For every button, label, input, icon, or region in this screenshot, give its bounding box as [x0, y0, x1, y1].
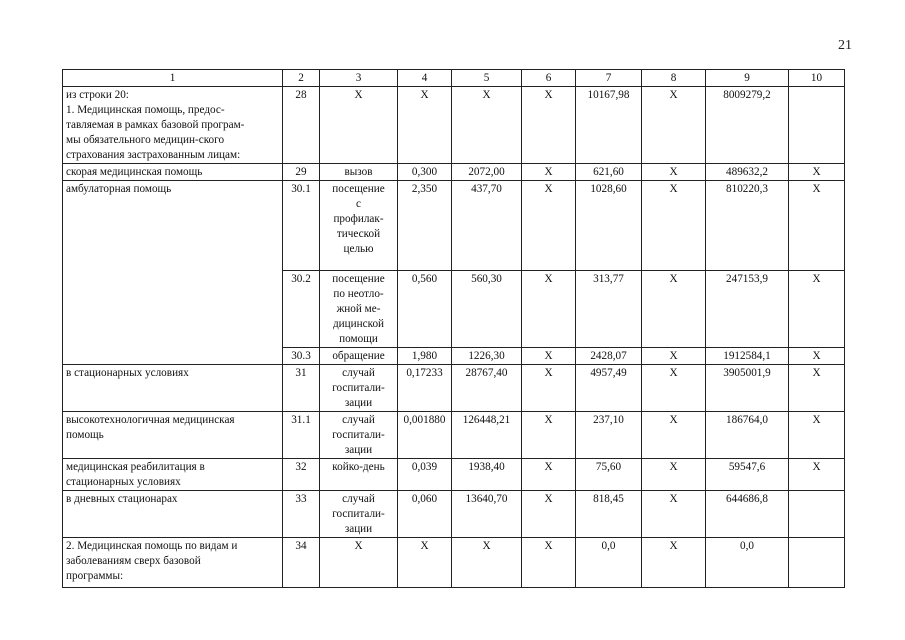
row-label-cell — [63, 538, 283, 588]
row-label-line: 1. Медицинская помощь, предос- — [66, 104, 225, 116]
unit-line: Х — [354, 540, 363, 552]
value-cell-5: 13640,70 — [452, 491, 522, 538]
value-cell-6: Х — [522, 348, 576, 365]
header-cell: 10 — [789, 70, 845, 87]
value-cell-10 — [789, 87, 845, 164]
value-cell-4: Х — [398, 87, 452, 164]
value-cell-5: 1938,40 — [452, 459, 522, 491]
value-cell-8: Х — [642, 491, 706, 538]
value-cell-9: 0,0 — [706, 538, 789, 588]
value-cell-4: 0,560 — [398, 271, 452, 348]
value-cell-6: Х — [522, 365, 576, 412]
unit-cell — [320, 459, 398, 491]
unit-line: по неотло- — [333, 288, 384, 300]
row-label-line: в стационарных условиях — [66, 367, 189, 379]
value-cell-10: Х — [789, 459, 845, 491]
header-cell: 4 — [398, 70, 452, 87]
value-cell-4: 0,300 — [398, 164, 452, 181]
row-label-cell — [63, 181, 283, 365]
value-cell-6: Х — [522, 271, 576, 348]
unit-line: дицинской — [332, 318, 385, 330]
unit-line: тической — [336, 228, 381, 240]
unit-line: госпитали- — [332, 429, 385, 441]
value-cell-10: Х — [789, 271, 845, 348]
value-cell-4: 1,980 — [398, 348, 452, 365]
value-cell-7: 0,0 — [576, 538, 642, 588]
header-cell: 3 — [320, 70, 398, 87]
value-cell-5: Х — [452, 87, 522, 164]
value-cell-5: 126448,21 — [452, 412, 522, 459]
row-label-line: стационарных условиях — [66, 476, 181, 488]
header-cell: 8 — [642, 70, 706, 87]
value-cell-9: 247153,9 — [706, 271, 789, 348]
row-label-line: 2. Медицинская помощь по видам и — [66, 540, 238, 552]
unit-line: госпитали- — [332, 508, 385, 520]
header-cell: 9 — [706, 70, 789, 87]
unit-line: зации — [344, 397, 373, 409]
table-row — [63, 459, 845, 491]
value-cell-9: 8009279,2 — [706, 87, 789, 164]
unit-line: Х — [354, 89, 363, 101]
value-cell-4: 0,060 — [398, 491, 452, 538]
value-cell-7: 621,60 — [576, 164, 642, 181]
row-label-cell — [63, 365, 283, 412]
unit-cell — [320, 491, 398, 538]
value-cell-7: 1028,60 — [576, 181, 642, 271]
row-label-cell — [63, 87, 283, 164]
unit-cell — [320, 271, 398, 348]
row-label-cell — [63, 459, 283, 491]
value-cell-6: Х — [522, 87, 576, 164]
unit-line: посещение — [332, 273, 385, 285]
unit-cell — [320, 412, 398, 459]
row-number-cell: 30.1 — [283, 181, 320, 271]
row-label-line: скорая медицинская помощь — [66, 166, 203, 178]
value-cell-10 — [789, 538, 845, 588]
header-row — [63, 70, 845, 87]
unit-line: случай — [342, 493, 375, 505]
unit-line: вызов — [344, 166, 373, 178]
unit-line: случай — [342, 367, 375, 379]
table-row — [63, 87, 845, 164]
unit-line: профилак- — [333, 213, 384, 225]
row-label-line: амбулаторная помощь — [66, 183, 172, 195]
value-cell-10: Х — [789, 164, 845, 181]
unit-cell — [320, 538, 398, 588]
table-row — [63, 181, 845, 271]
row-label-line: мы обязательного медицин-ского — [66, 134, 225, 146]
value-cell-8: Х — [642, 365, 706, 412]
table-row — [63, 412, 845, 459]
unit-line: помощи — [339, 333, 378, 345]
value-cell-6: Х — [522, 181, 576, 271]
unit-line: жной ме- — [336, 303, 381, 315]
row-number-cell: 29 — [283, 164, 320, 181]
value-cell-5: 28767,40 — [452, 365, 522, 412]
header-cell: 6 — [522, 70, 576, 87]
row-number-cell: 34 — [283, 538, 320, 588]
header-cell: 7 — [576, 70, 642, 87]
unit-line: койко-день — [332, 461, 385, 473]
table-row — [63, 365, 845, 412]
unit-line: случай — [342, 414, 375, 426]
row-label-line: высокотехнологичная медицинская — [66, 414, 235, 426]
value-cell-5: 2072,00 — [452, 164, 522, 181]
row-label-cell — [63, 164, 283, 181]
value-cell-9: 1912584,1 — [706, 348, 789, 365]
value-cell-4: 0,039 — [398, 459, 452, 491]
header-cell: 2 — [283, 70, 320, 87]
unit-cell — [320, 181, 398, 271]
value-cell-8: Х — [642, 538, 706, 588]
value-cell-7: 4957,49 — [576, 365, 642, 412]
value-cell-8: Х — [642, 348, 706, 365]
value-cell-6: Х — [522, 538, 576, 588]
unit-cell — [320, 365, 398, 412]
value-cell-8: Х — [642, 271, 706, 348]
row-number-cell: 30.3 — [283, 348, 320, 365]
row-number-cell: 33 — [283, 491, 320, 538]
value-cell-6: Х — [522, 164, 576, 181]
unit-line: обращение — [332, 350, 385, 362]
value-cell-9: 489632,2 — [706, 164, 789, 181]
value-cell-7: 2428,07 — [576, 348, 642, 365]
row-label-line: страхования застрахованным лицам: — [66, 149, 241, 161]
row-label-line: программы: — [66, 570, 124, 582]
row-label-line: заболеваниям сверх базовой — [66, 555, 201, 567]
value-cell-6: Х — [522, 412, 576, 459]
unit-cell — [320, 87, 398, 164]
value-cell-9: 3905001,9 — [706, 365, 789, 412]
row-label-cell — [63, 491, 283, 538]
unit-line: целью — [343, 243, 374, 255]
unit-line: зации — [344, 523, 373, 535]
value-cell-10: Х — [789, 348, 845, 365]
value-cell-7: 313,77 — [576, 271, 642, 348]
row-label-cell — [63, 412, 283, 459]
value-cell-9: 644686,8 — [706, 491, 789, 538]
value-cell-8: Х — [642, 459, 706, 491]
value-cell-7: 75,60 — [576, 459, 642, 491]
value-cell-9: 59547,6 — [706, 459, 789, 491]
value-cell-10: Х — [789, 412, 845, 459]
value-cell-4: 0,17233 — [398, 365, 452, 412]
value-cell-5: Х — [452, 538, 522, 588]
unit-line: госпитали- — [332, 382, 385, 394]
header-cell: 1 — [63, 70, 283, 87]
value-cell-4: 0,001880 — [398, 412, 452, 459]
unit-line: зации — [344, 444, 373, 456]
unit-line: с — [356, 198, 361, 210]
value-cell-9: 810220,3 — [706, 181, 789, 271]
row-label-line: медицинская реабилитация в — [66, 461, 205, 473]
data-table — [62, 69, 845, 588]
value-cell-8: Х — [642, 412, 706, 459]
value-cell-7: 10167,98 — [576, 87, 642, 164]
header-cell: 5 — [452, 70, 522, 87]
unit-cell — [320, 348, 398, 365]
value-cell-6: Х — [522, 491, 576, 538]
value-cell-7: 818,45 — [576, 491, 642, 538]
unit-line: посещение — [332, 183, 385, 195]
page-number: 21 — [838, 38, 852, 53]
value-cell-4: 2,350 — [398, 181, 452, 271]
value-cell-10 — [789, 491, 845, 538]
value-cell-8: Х — [642, 164, 706, 181]
row-number-cell: 32 — [283, 459, 320, 491]
value-cell-10: Х — [789, 365, 845, 412]
value-cell-5: 560,30 — [452, 271, 522, 348]
unit-cell — [320, 164, 398, 181]
value-cell-8: Х — [642, 87, 706, 164]
row-number-cell: 31.1 — [283, 412, 320, 459]
row-number-cell: 31 — [283, 365, 320, 412]
value-cell-9: 186764,0 — [706, 412, 789, 459]
table-row — [63, 538, 845, 588]
row-label-line: в дневных стационарах — [66, 493, 178, 505]
value-cell-7: 237,10 — [576, 412, 642, 459]
value-cell-8: Х — [642, 181, 706, 271]
value-cell-5: 437,70 — [452, 181, 522, 271]
value-cell-4: Х — [398, 538, 452, 588]
value-cell-5: 1226,30 — [452, 348, 522, 365]
row-number-cell: 28 — [283, 87, 320, 164]
row-label-line: из строки 20: — [66, 89, 129, 101]
value-cell-10: Х — [789, 181, 845, 271]
value-cell-6: Х — [522, 459, 576, 491]
table-row — [63, 164, 845, 181]
row-number-cell: 30.2 — [283, 271, 320, 348]
table-row — [63, 491, 845, 538]
row-label-line: тавляемая в рамках базовой програм- — [66, 119, 245, 131]
row-label-line: помощь — [66, 429, 104, 441]
